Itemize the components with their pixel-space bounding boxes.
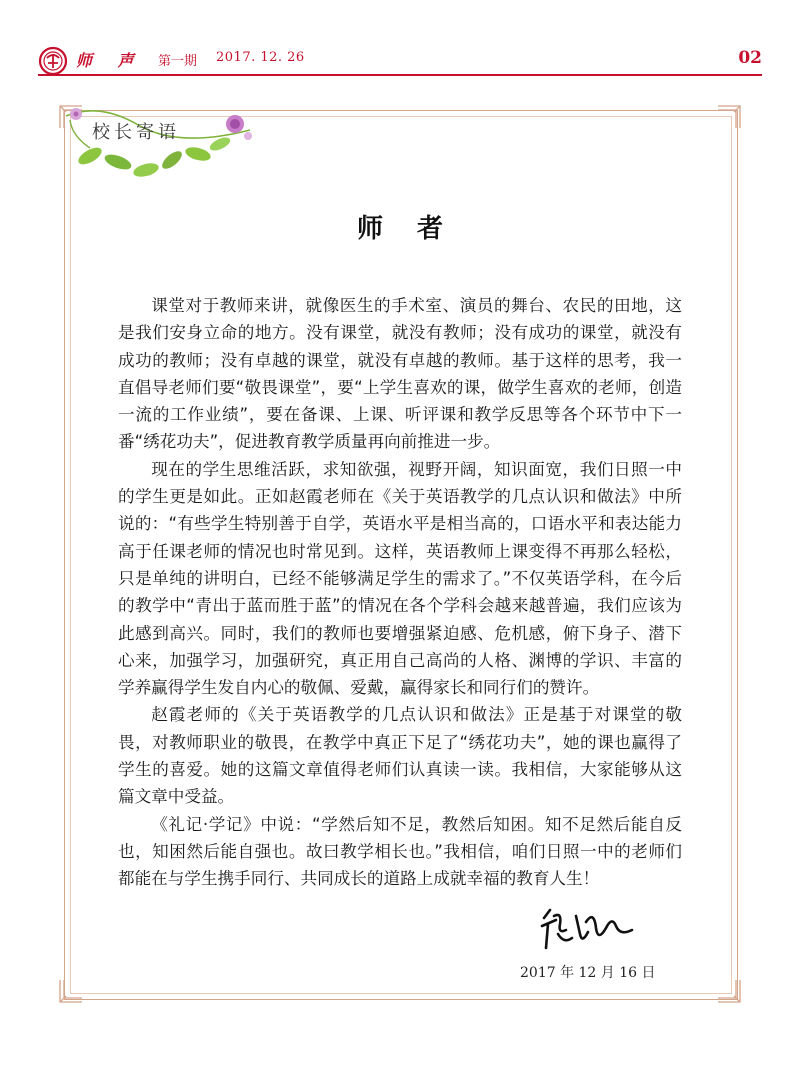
masthead-title: 师 声 [76, 51, 144, 70]
issue-date: 2017. 12. 26 [216, 50, 305, 65]
handwritten-signature-icon [536, 904, 636, 954]
frame-corner-ornament-icon [716, 978, 742, 1004]
header-divider [38, 74, 762, 76]
school-logo-icon [38, 46, 68, 76]
page-number: 02 [738, 48, 762, 68]
signature-date: 2017 年 12 月 16 日 [520, 965, 656, 981]
article-paragraph: 《礼记·学记》中说：“学然后知不足，教然后知困。知不足然后能自反也，知困然后能自强也。故曰教学相长也。”我相信，咱们日照一中的老师们都能在与学生携手同行、共同成长的道路上成就幸福的教育人生！ [118, 814, 682, 889]
article-title: 师者 [356, 214, 477, 244]
page-header [38, 46, 762, 74]
column-title: 校长寄语 [92, 122, 180, 143]
issue-label: 第一期 [158, 54, 198, 69]
article-paragraph: 赵霞老师的《关于英语教学的几点认识和做法》正是基于对课堂的敬畏，对教师职业的敬畏，在教学中真正下足了“绣花功夫”，她的课也赢得了学生的喜爱。她的这篇文章值得老师们认真读一读。我相信，大家能够从这篇文章中受益。 [118, 705, 682, 807]
article-body [118, 292, 682, 893]
article-paragraph: 课堂对于教师来讲，就像医生的手术室、演员的舞台、农民的田地，这是我们安身立命的地方。没有课堂，就没有教师；没有成功的课堂，就没有成功的教师；没有卓越的课堂，就没有卓越的教师。基于这样的思考，我一直倡导老师们要“敬畏课堂”，要“上学生喜欢的课，做学生喜欢的老师，创造一流的工作业绩”，要在备课、上课、听评课和教学反思等各个环节中下一番“绣花功夫”，促进教育教学质量再向前推进一步。 [118, 296, 682, 452]
frame-corner-ornament-icon [716, 104, 742, 130]
article-paragraph: 现在的学生思维活跃，求知欲强，视野开阔，知识面宽，我们日照一中的学生更是如此。正如赵霞老师在《关于英语教学的几点认识和做法》中所说的：“有些学生特别善于自学，英语水平是相当高的，口语水平和表达能力高于任课老师的情况也时常见到。这样，英语教师上课变得不再那么轻松，只是单纯的讲明白，已经不能够满足学生的需求了。”不仅英语学科，在今后的教学中“青出于蓝而胜于蓝”的情况在各个学科会越来越普遍，我们应该为此感到高兴。同时，我们的教师也要增强紧迫感、危机感，俯下身子、潜下心来，加强学习，加强研究，真正用自己高尚的人格、渊博的学识、丰富的学养赢得学生发自内心的敬佩、爱戴，赢得家长和同行们的赞许。 [118, 459, 682, 698]
frame-corner-ornament-icon [58, 978, 84, 1004]
